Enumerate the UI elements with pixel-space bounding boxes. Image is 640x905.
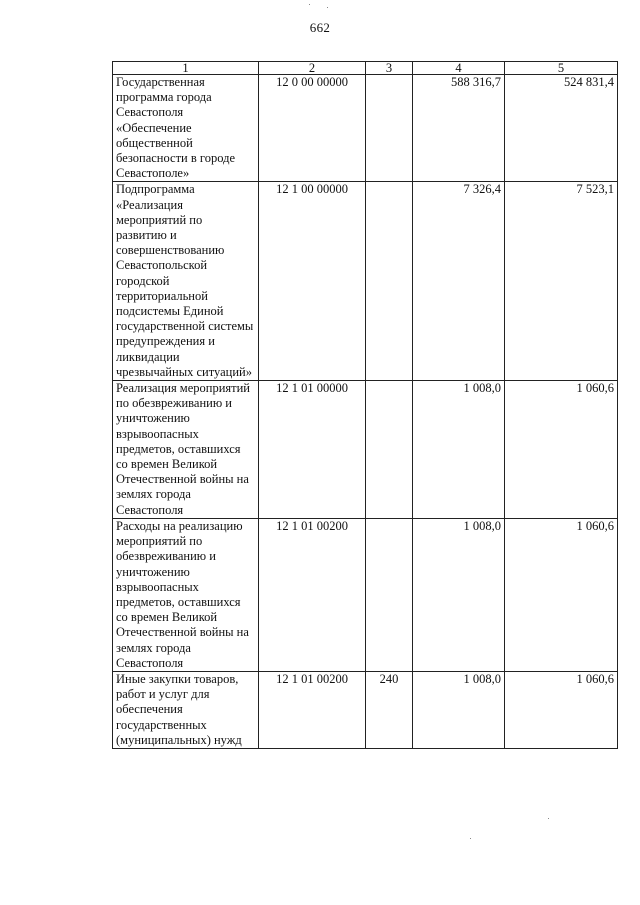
row-value-col5: 1 060,6 (505, 381, 618, 519)
row-value-col5: 1 060,6 (505, 671, 618, 748)
scan-speck (548, 818, 549, 819)
row-name: Подпрограмма «Реализация мероприятий по развитию и совершенствованию Севастопольской городской территориальной подсистемы Единой государственной системы предупреждения и ликвидации чрезвычайных ситуаций» (113, 182, 259, 381)
row-value-col4: 1 008,0 (413, 381, 505, 519)
table-row (113, 671, 618, 748)
header-cell-5: 5 (505, 62, 618, 75)
row-name: Расходы на реализацию мероприятий по обезвреживанию и уничтожению взрывоопасных предметов, оставшихся со времен Великой Отечественной войны на землях города Севастополя (113, 518, 259, 671)
row-value-col4: 1 008,0 (413, 671, 505, 748)
table-row (113, 75, 618, 182)
row-value-col4: 1 008,0 (413, 518, 505, 671)
scan-speck (309, 4, 310, 5)
table-row (113, 381, 618, 519)
table-row (113, 518, 618, 671)
header-cell-2: 2 (259, 62, 366, 75)
table-row (113, 182, 618, 381)
row-expense-type: 240 (366, 671, 413, 748)
row-value-col5: 7 523,1 (505, 182, 618, 381)
row-target-code: 12 1 00 00000 (259, 182, 366, 381)
row-target-code: 12 0 00 00000 (259, 75, 366, 182)
row-name: Государственная программа города Севастополя «Обеспечение общественной безопасности в городе Севастополе» (113, 75, 259, 182)
row-value-col5: 1 060,6 (505, 518, 618, 671)
row-value-col5: 524 831,4 (505, 75, 618, 182)
header-cell-4: 4 (413, 62, 505, 75)
row-expense-type (366, 75, 413, 182)
scan-speck (327, 7, 328, 8)
row-expense-type (366, 182, 413, 381)
row-value-col4: 588 316,7 (413, 75, 505, 182)
row-target-code: 12 1 01 00200 (259, 518, 366, 671)
page-number: 662 (309, 20, 331, 35)
row-expense-type (366, 381, 413, 519)
header-cell-1: 1 (113, 62, 259, 75)
row-value-col4: 7 326,4 (413, 182, 505, 381)
row-target-code: 12 1 01 00200 (259, 671, 366, 748)
row-name: Иные закупки товаров, работ и услуг для обеспечения государственных (муниципальных) нужд (113, 671, 259, 748)
row-expense-type (366, 518, 413, 671)
row-name: Реализация мероприятий по обезвреживанию и уничтожению взрывоопасных предметов, оставшихся со времен Великой Отечественной войны на землях города Севастополя (113, 381, 259, 519)
header-row (113, 62, 618, 75)
budget-table (112, 61, 618, 749)
row-target-code: 12 1 01 00000 (259, 381, 366, 519)
header-cell-3: 3 (366, 62, 413, 75)
scan-speck (470, 838, 471, 839)
